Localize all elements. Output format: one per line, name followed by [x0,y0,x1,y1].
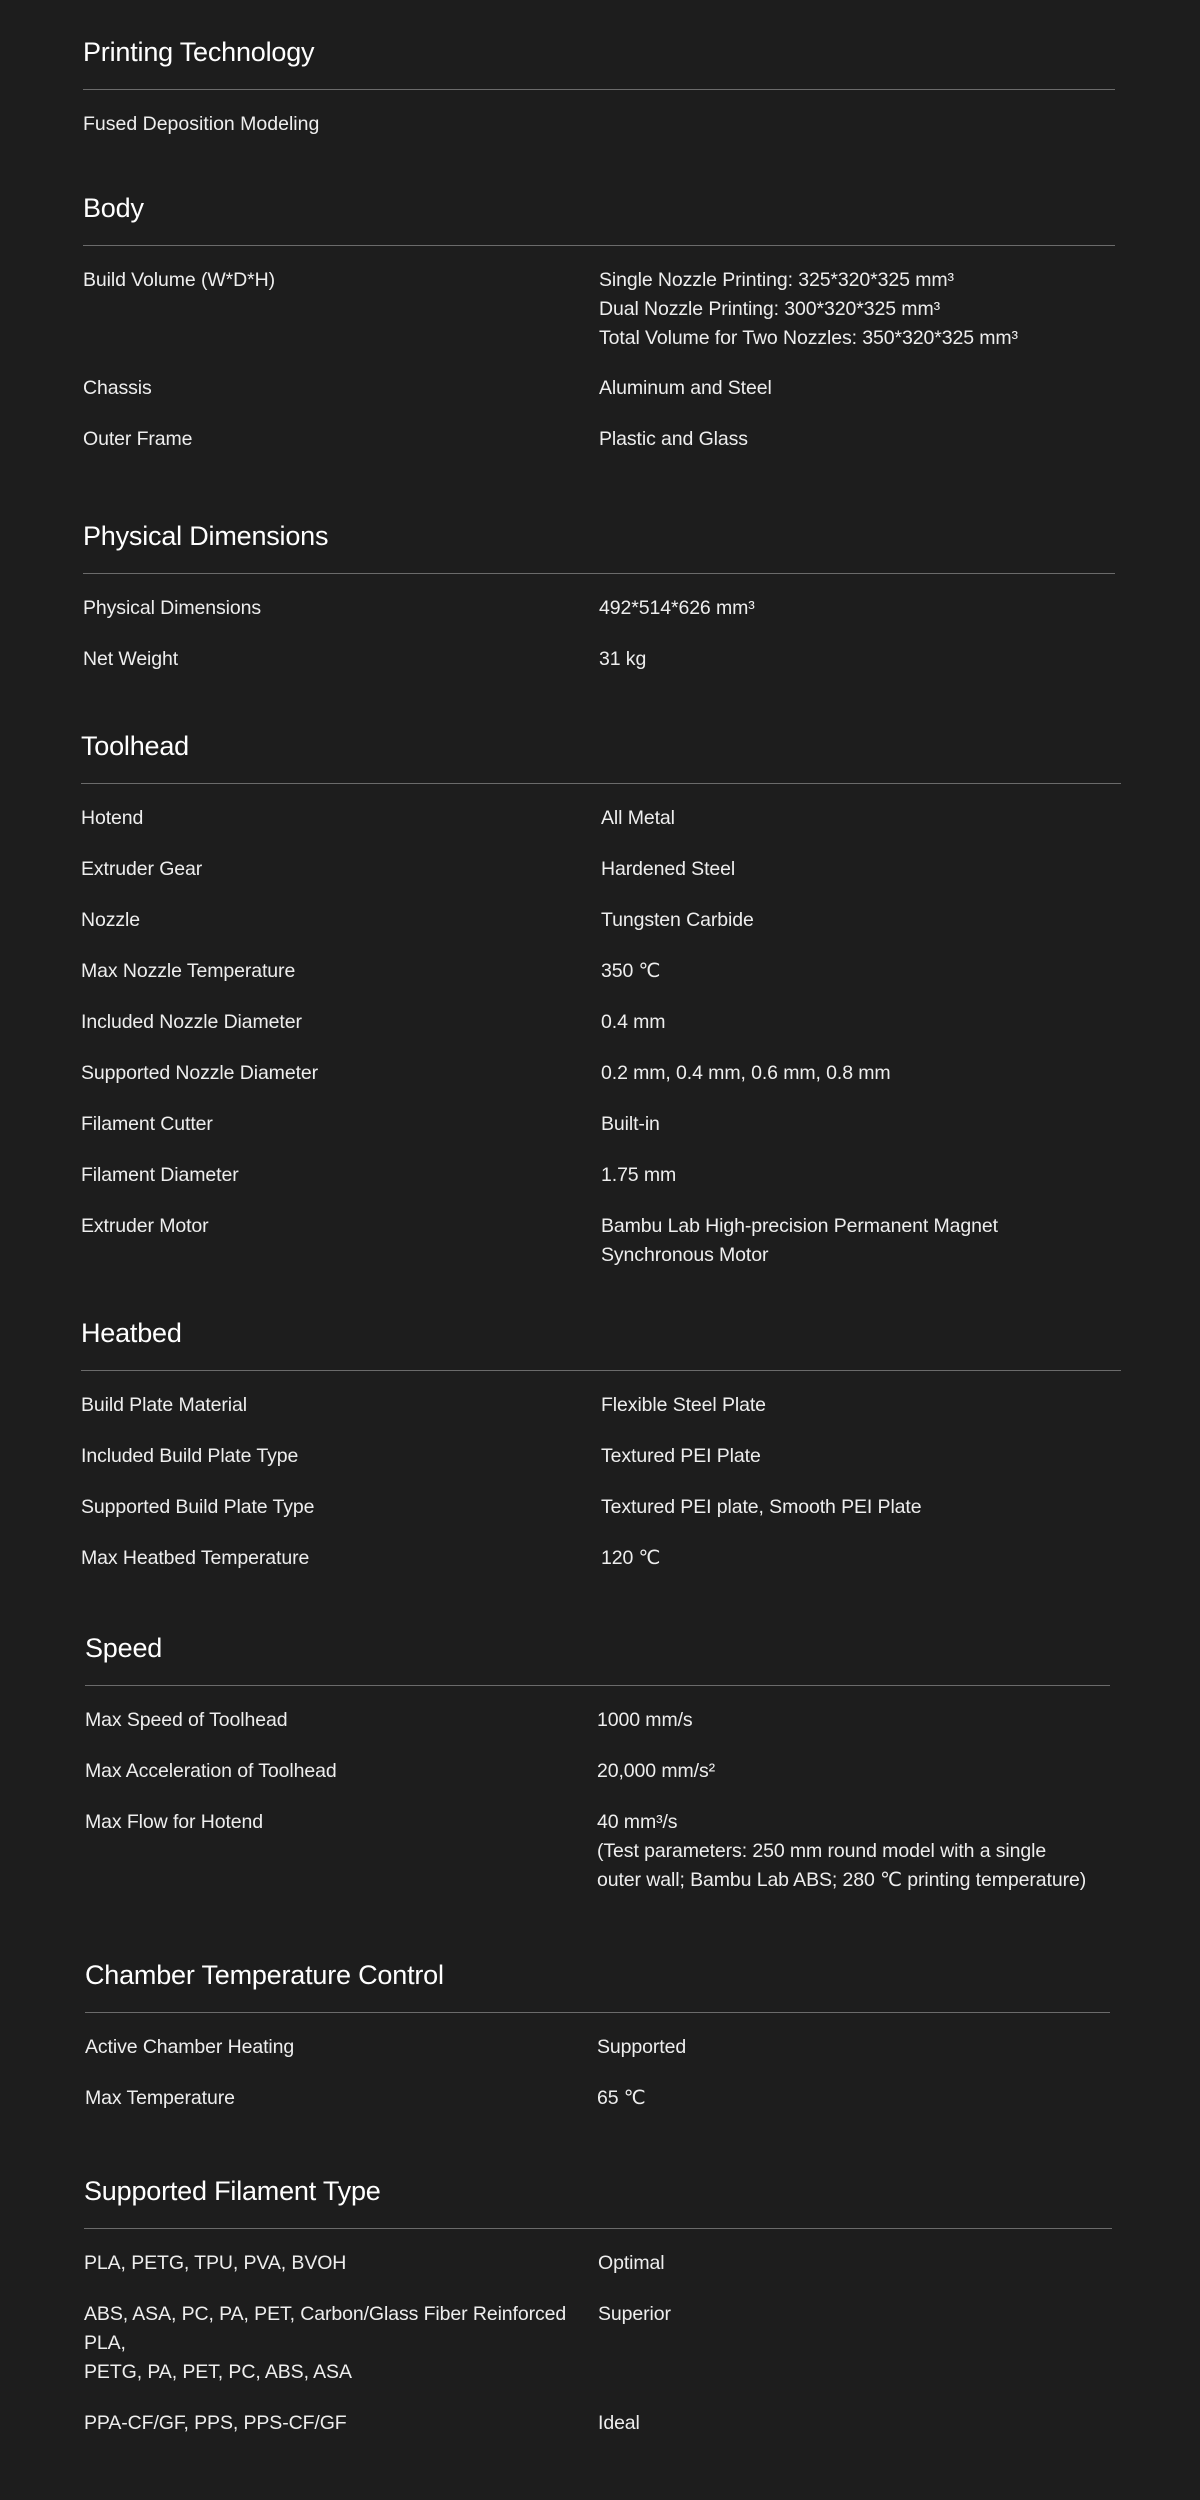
spec-value: 120 ℃ [601,1547,661,1569]
spec-label: Build Volume (W*D*H) [83,269,275,291]
spec-label: Max Temperature [85,2087,235,2109]
spec-label: Supported Nozzle Diameter [81,1062,319,1084]
spec-row [83,266,1115,353]
section-title: Printing Technology [83,37,315,67]
spec-label: Included Nozzle Diameter [81,1011,302,1033]
spec-value: Hardened Steel [601,858,736,880]
spec-row [83,594,1115,623]
spec-value: Flexible Steel Plate [601,1394,766,1416]
spec-label: Net Weight [83,648,179,670]
spec-row [81,1544,1121,1573]
spec-label: Hotend [81,807,144,829]
spec-value: Tungsten Carbide [601,909,754,931]
spec-value: Built-in [601,1113,660,1135]
spec-label: Chassis [83,377,152,399]
section-physical-dimensions [83,518,1115,674]
spec-value: 0.2 mm, 0.4 mm, 0.6 mm, 0.8 mm [601,1062,891,1084]
spec-value: 492*514*626 mm³ [599,597,755,619]
spec-row [83,645,1115,674]
spec-row [81,906,1121,935]
spec-label: Max Acceleration of Toolhead [85,1760,337,1782]
spec-value: Optimal [598,2252,665,2274]
section-heatbed [81,1315,1121,1573]
section-title: Speed [85,1633,163,1663]
spec-row [85,2033,1110,2062]
spec-rows [84,2249,1112,2438]
spec-row [81,957,1121,986]
spec-rows [81,804,1121,1270]
spec-row [84,2409,1112,2438]
spec-value: Textured PEI Plate [601,1445,761,1467]
spec-row [83,374,1115,403]
spec-row [85,1706,1110,1735]
spec-label: Supported Build Plate Type [81,1496,315,1518]
spec-label: Nozzle [81,909,141,931]
spec-label: Max Nozzle Temperature [81,960,296,982]
spec-label: PPA-CF/GF, PPS, PPS-CF/GF [84,2412,347,2434]
section-title: Physical Dimensions [83,521,329,551]
spec-row [81,1212,1121,1270]
spec-row [81,1008,1121,1037]
spec-row [85,1808,1110,1895]
spec-row [81,804,1121,833]
spec-value: Aluminum and Steel [599,377,772,399]
spec-label: Extruder Motor [81,1215,209,1237]
spec-rows [83,594,1115,674]
spec-value: 65 ℃ [597,2087,646,2109]
spec-label: Max Heatbed Temperature [81,1547,310,1569]
section-divider [83,245,1115,246]
spec-value: 1000 mm/s [597,1709,693,1731]
spec-label: Included Build Plate Type [81,1445,299,1467]
spec-label: Filament Cutter [81,1113,213,1135]
spec-row [81,1493,1121,1522]
section-chamber-temperature-control [85,1957,1110,2113]
spec-value: 350 ℃ [601,960,661,982]
spec-rows [85,1706,1110,1895]
spec-value: Plastic and Glass [599,428,748,450]
spec-value: 31 kg [599,648,647,670]
section-divider [83,89,1115,90]
section-divider [83,573,1115,574]
spec-row [84,2300,1112,2387]
spec-rows [81,1391,1121,1573]
spec-value: Single Nozzle Printing: 325*320*325 mm³ Dual Nozzle Printing: 300*320*325 mm³ Total Volume for Two Nozzles: 350*320*325 mm³ [599,269,1018,349]
spec-label: Build Plate Material [81,1394,247,1416]
spec-label: Extruder Gear [81,858,203,880]
spec-rows [83,266,1115,454]
spec-row [81,1161,1121,1190]
section-body [83,190,1115,454]
spec-row [81,1110,1121,1139]
spec-row [81,1391,1121,1420]
section-divider [85,2012,1110,2013]
section-title: Supported Filament Type [84,2176,381,2206]
spec-value: Bambu Lab High-precision Permanent Magnet Synchronous Motor [601,1215,998,1266]
spec-row [85,2084,1110,2113]
spec-row [83,425,1115,454]
section-speed [85,1630,1110,1895]
section-title: Body [83,193,144,223]
spec-row [81,1442,1121,1471]
spec-row [84,2249,1112,2278]
section-title: Toolhead [81,731,189,761]
section-divider [84,2228,1112,2229]
spec-label: Outer Frame [83,428,193,450]
section-title: Heatbed [81,1318,182,1348]
spec-value: 1.75 mm [601,1164,677,1186]
section-printing-technology [83,34,1115,139]
spec-label: Max Speed of Toolhead [85,1709,288,1731]
spec-value: Supported [597,2036,687,2058]
spec-label: Max Flow for Hotend [85,1811,263,1833]
spec-value: Textured PEI plate, Smooth PEI Plate [601,1496,922,1518]
section-divider [81,783,1121,784]
section-divider [85,1685,1110,1686]
spec-label: Physical Dimensions [83,597,261,619]
spec-value: Superior [598,2303,671,2325]
spec-value: 20,000 mm/s² [597,1760,716,1782]
spec-value: Fused Deposition Modeling [83,113,320,135]
spec-value: Ideal [598,2412,640,2434]
spec-row [81,855,1121,884]
spec-value: 0.4 mm [601,1011,666,1033]
spec-row [85,1757,1110,1786]
spec-label: Active Chamber Heating [85,2036,295,2058]
section-divider [81,1370,1121,1371]
section-title: Chamber Temperature Control [85,1960,444,1990]
section-toolhead [81,728,1121,1270]
spec-label: PLA, PETG, TPU, PVA, BVOH [84,2252,347,2274]
spec-value: All Metal [601,807,675,829]
spec-label: Filament Diameter [81,1164,239,1186]
section-supported-filament-type [84,2173,1112,2438]
spec-rows [85,2033,1110,2113]
spec-label: ABS, ASA, PC, PA, PET, Carbon/Glass Fiber Reinforced PLA, PETG, PA, PET, PC, ABS, ASA [84,2303,567,2383]
spec-row [81,1059,1121,1088]
spec-value: 40 mm³/s (Test parameters: 250 mm round model with a single outer wall; Bambu Lab ABS; 280 ℃ printing temperature) [597,1811,1087,1891]
